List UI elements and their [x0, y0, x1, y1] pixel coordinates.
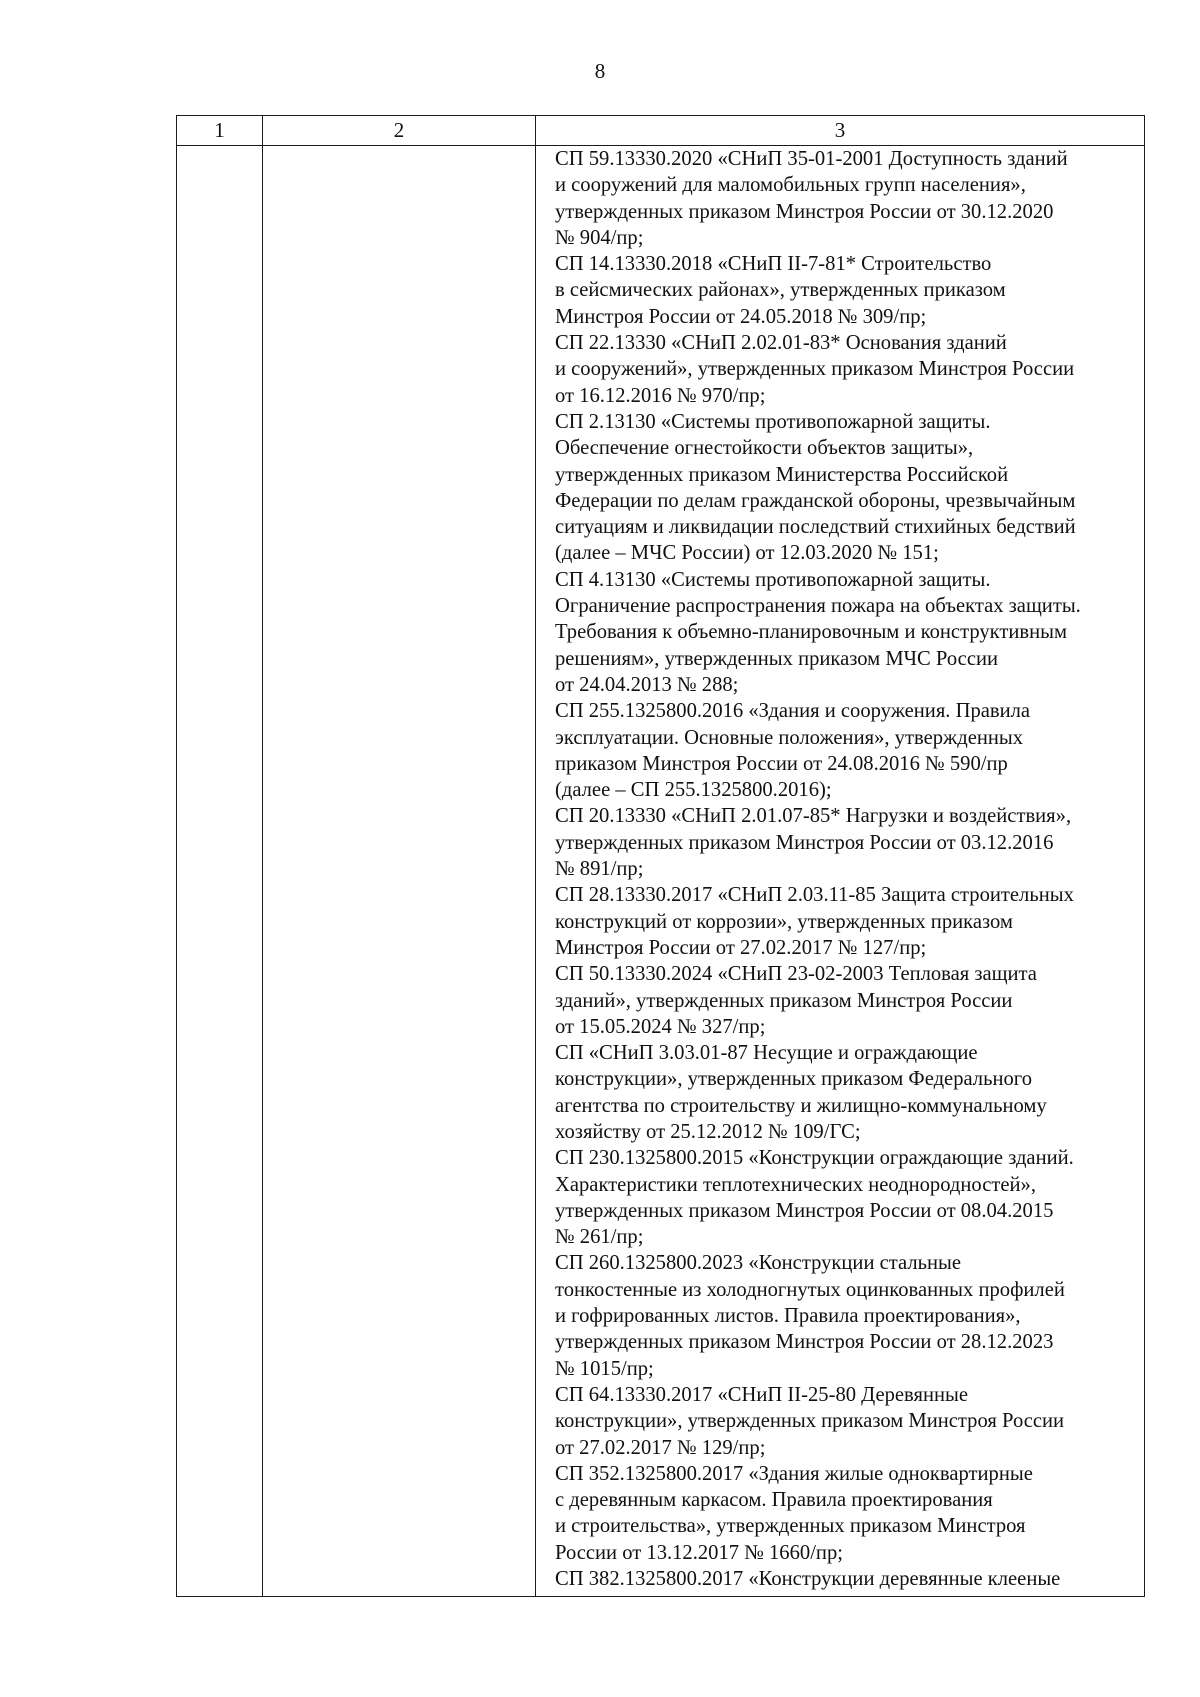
regulation-text-line: с деревянным каркасом. Правила проектирования	[555, 1489, 993, 1512]
regulation-list	[555, 146, 1136, 1592]
regulation-text-line: утвержденных приказом Минстроя России от 30.12.2020	[555, 200, 1054, 223]
regulation-text-line: от 24.04.2013 № 288;	[555, 673, 739, 696]
regulation-text-line: утвержденных приказом Минстроя России от 03.12.2016	[555, 831, 1054, 854]
regulation-text-line: СП 28.13330.2017 «СНиП 2.03.11-85 Защита строительных	[555, 884, 1074, 907]
page-number: 8	[594, 59, 606, 83]
regulation-text-line: СП 382.1325800.2017 «Конструкции деревянные клееные	[555, 1568, 1061, 1591]
regulation-text-line: Минстроя России от 24.05.2018 № 309/пр;	[555, 305, 927, 328]
regulation-text-line: СП 20.13330 «СНиП 2.01.07-85* Нагрузки и воздействия»,	[555, 805, 1072, 828]
regulation-text-line: Минстроя России от 27.02.2017 № 127/пр;	[555, 936, 927, 959]
regulation-text-line: в сейсмических районах», утвержденных приказом	[555, 279, 1006, 302]
regulation-text-line: конструкций от коррозии», утвержденных приказом	[555, 910, 1013, 933]
regulation-text-line: № 261/пр;	[555, 1226, 644, 1249]
regulation-text-line: и сооружений для маломобильных групп населения»,	[555, 174, 1026, 197]
regulation-text-line: приказом Минстроя России от 24.08.2016 № 590/пр	[555, 752, 1008, 775]
regulation-text-line: от 27.02.2017 № 129/пр;	[555, 1436, 766, 1459]
regulation-text-line: зданий», утвержденных приказом Минстроя России	[555, 989, 1013, 1012]
regulation-text-line: и строительства», утвержденных приказом Минстроя	[555, 1515, 1026, 1538]
regulation-text-line: СП 2.13130 «Системы противопожарной защиты.	[555, 410, 991, 433]
column-header-1: 1	[177, 116, 263, 146]
regulation-text-line: утвержденных приказом Минстроя России от 08.04.2015	[555, 1199, 1054, 1222]
regulation-text-line: эксплуатации. Основные положения», утвержденных	[555, 726, 1024, 749]
regulation-text-line: (далее – СП 255.1325800.2016);	[555, 779, 832, 802]
row-cell-col1	[177, 146, 263, 1597]
column-header-3: 3	[536, 116, 1145, 146]
regulation-text-line: агентства по строительству и жилищно-коммунальному	[555, 1094, 1047, 1117]
regulation-text-line: конструкции», утвержденных приказом Федерального	[555, 1068, 1033, 1091]
regulation-text-line: СП 4.13130 «Системы противопожарной защиты.	[555, 568, 991, 591]
regulation-text-line: (далее – МЧС России) от 12.03.2020 № 151;	[555, 542, 939, 565]
column-header-2: 2	[263, 116, 536, 146]
regulation-text-line: хозяйству от 25.12.2012 № 109/ГС;	[555, 1120, 861, 1143]
regulation-text-line: СП 64.13330.2017 «СНиП II-25-80 Деревянные	[555, 1383, 969, 1406]
regulation-text-line: Требования к объемно-планировочным и конструктивным	[555, 621, 1068, 644]
table-row	[177, 146, 1145, 1597]
document-table	[176, 115, 1145, 1597]
regulation-text-line: и гофрированных листов. Правила проектирования»,	[555, 1305, 1021, 1328]
regulation-text-line: утвержденных приказом Министерства Российской	[555, 463, 1009, 486]
regulation-text-line: конструкции», утвержденных приказом Минстроя России	[555, 1410, 1065, 1433]
row-cell-col3	[536, 146, 1145, 1597]
regulation-text-line: и сооружений», утвержденных приказом Минстроя России	[555, 358, 1075, 381]
regulation-text-line: утвержденных приказом Минстроя России от 28.12.2023	[555, 1331, 1054, 1354]
regulation-text-line: Ограничение распространения пожара на объектах защиты.	[555, 595, 1081, 618]
regulation-text-line: СП 50.13330.2024 «СНиП 23-02-2003 Тепловая защита	[555, 963, 1037, 986]
regulation-text-line: тонкостенные из холодногнутых оцинкованных профилей	[555, 1278, 1065, 1301]
regulation-text-line: СП 260.1325800.2023 «Конструкции стальные	[555, 1252, 961, 1275]
regulation-text-line: СП 230.1325800.2015 «Конструкции ограждающие зданий.	[555, 1147, 1074, 1170]
regulation-text-line: Обеспечение огнестойкости объектов защиты»,	[555, 437, 974, 460]
row-cell-col2	[263, 146, 536, 1597]
regulation-text-line: Федерации по делам гражданской обороны, чрезвычайным	[555, 489, 1076, 512]
regulation-text-line: СП «СНиП 3.03.01-87 Несущие и ограждающие	[555, 1042, 978, 1065]
regulation-text-line: ситуациям и ликвидации последствий стихийных бедствий	[555, 516, 1076, 539]
regulation-text-line: от 16.12.2016 № 970/пр;	[555, 384, 766, 407]
regulation-text-line: № 1015/пр;	[555, 1357, 654, 1380]
regulation-text-line: СП 22.13330 «СНиП 2.02.01-83* Основания зданий	[555, 332, 1007, 355]
regulation-text-line: от 15.05.2024 № 327/пр;	[555, 1015, 766, 1038]
table-header-row	[177, 116, 1145, 146]
regulation-text-line: решениям», утвержденных приказом МЧС России	[555, 647, 999, 670]
regulation-text-line: Характеристики теплотехнических неоднородностей»,	[555, 1173, 1036, 1196]
regulation-text-line: № 891/пр;	[555, 858, 644, 881]
regulation-text-line: СП 59.13330.2020 «СНиП 35-01-2001 Доступность зданий	[555, 148, 1068, 170]
regulation-text-line: СП 255.1325800.2016 «Здания и сооружения. Правила	[555, 700, 1031, 723]
regulation-text-line: СП 14.13330.2018 «СНиП II-7-81* Строительство	[555, 253, 992, 276]
regulation-text-line: России от 13.12.2017 № 1660/пр;	[555, 1541, 843, 1564]
regulation-text-line: СП 352.1325800.2017 «Здания жилые одноквартирные	[555, 1462, 1033, 1485]
regulation-text-line: № 904/пр;	[555, 226, 644, 249]
